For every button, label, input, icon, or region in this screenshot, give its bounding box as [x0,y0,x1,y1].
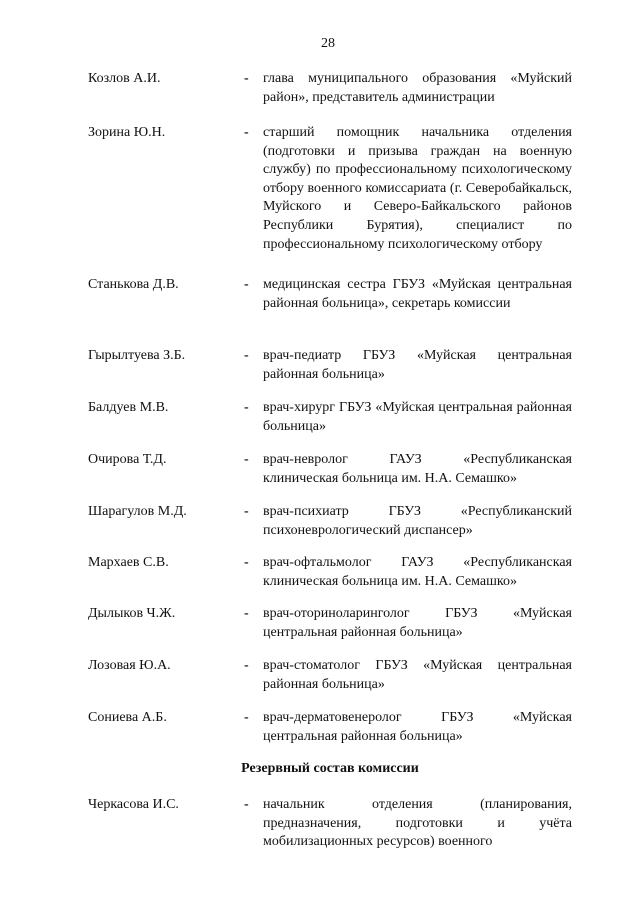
member-name: Шарагулов М.Д. [88,504,187,519]
member-name: Лозовая Ю.А. [88,658,171,673]
reserve-section-heading: Резервный состав комиссии [241,761,419,776]
member-position: врач-невролог ГАУЗ «Республиканская клиническая больница им. Н.А. Семашко» [263,452,572,486]
member-name: Станькова Д.В. [88,277,179,292]
member-position: врач-оториноларинголог ГБУЗ «Муйская центральная районная больница» [263,606,572,640]
member-name: Сониева А.Б. [88,710,167,725]
member-entry-sharagulov [88,503,572,540]
dash-separator: - [244,348,249,363]
dash-separator: - [244,71,249,86]
dash-separator: - [244,125,249,140]
member-entry-markhaev [88,554,572,591]
member-name: Балдуев М.В. [88,400,169,415]
member-entry-gyryltueva [88,347,572,384]
member-entry-kozlov [88,70,572,107]
member-entry-ochirova [88,451,572,488]
member-entry-sonieva [88,709,572,746]
dash-separator: - [244,400,249,415]
member-name: Дылыков Ч.Ж. [88,606,176,621]
member-name: Гырылтуева З.Б. [88,348,186,363]
member-position: врач-офтальмолог ГАУЗ «Республиканская клиническая больница им. Н.А. Семашко» [263,555,572,589]
member-entry-zorina [88,124,572,254]
member-position: старший помощник начальника отделения (подготовки и призыва граждан на военную службу) по профессиональному психологическому отбору военного комиссариата (г. Северобайкальск, Муйского и Северо-Байкальского районов Республики Бурятия), специалист по профессиональному психологическому отбору [263,125,572,252]
member-position: глава муниципального образования «Муйский район», представитель администрации [263,71,572,105]
dash-separator: - [244,606,249,621]
member-position: врач-дерматовенеролог ГБУЗ «Муйская центральная районная больница» [263,710,572,744]
dash-separator: - [244,710,249,725]
member-entry-balduev [88,399,572,436]
reserve-entry-cherkasova [88,796,572,852]
member-entry-lozovaya [88,657,572,694]
dash-separator: - [244,658,249,673]
dash-separator: - [244,504,249,519]
dash-separator: - [244,277,249,292]
member-position: врач-педиатр ГБУЗ «Муйская центральная районная больница» [263,348,572,382]
member-entry-stankova [88,276,572,313]
member-position: врач-стоматолог ГБУЗ «Муйская центральная районная больница» [263,658,572,692]
member-position: врач-хирург ГБУЗ «Муйская центральная районная больница» [263,400,572,434]
dash-separator: - [244,555,249,570]
member-name: Зорина Ю.Н. [88,125,166,140]
member-entry-dylykov [88,605,572,642]
member-position: медицинская сестра ГБУЗ «Муйская центральная районная больница», секретарь комиссии [263,277,572,311]
dash-separator: - [244,797,249,812]
page-number: 28 [321,36,335,51]
dash-separator: - [244,452,249,467]
member-name: Черкасова И.С. [88,797,179,812]
member-name: Козлов А.И. [88,71,161,86]
member-position: начальник отделения (планирования, предназначения, подготовки и учёта мобилизационных ресурсов) военного [263,797,572,850]
member-name: Очирова Т.Д. [88,452,167,467]
member-position: врач-психиатр ГБУЗ «Республиканский психоневрологический диспансер» [263,504,572,538]
member-name: Мархаев С.В. [88,555,169,570]
